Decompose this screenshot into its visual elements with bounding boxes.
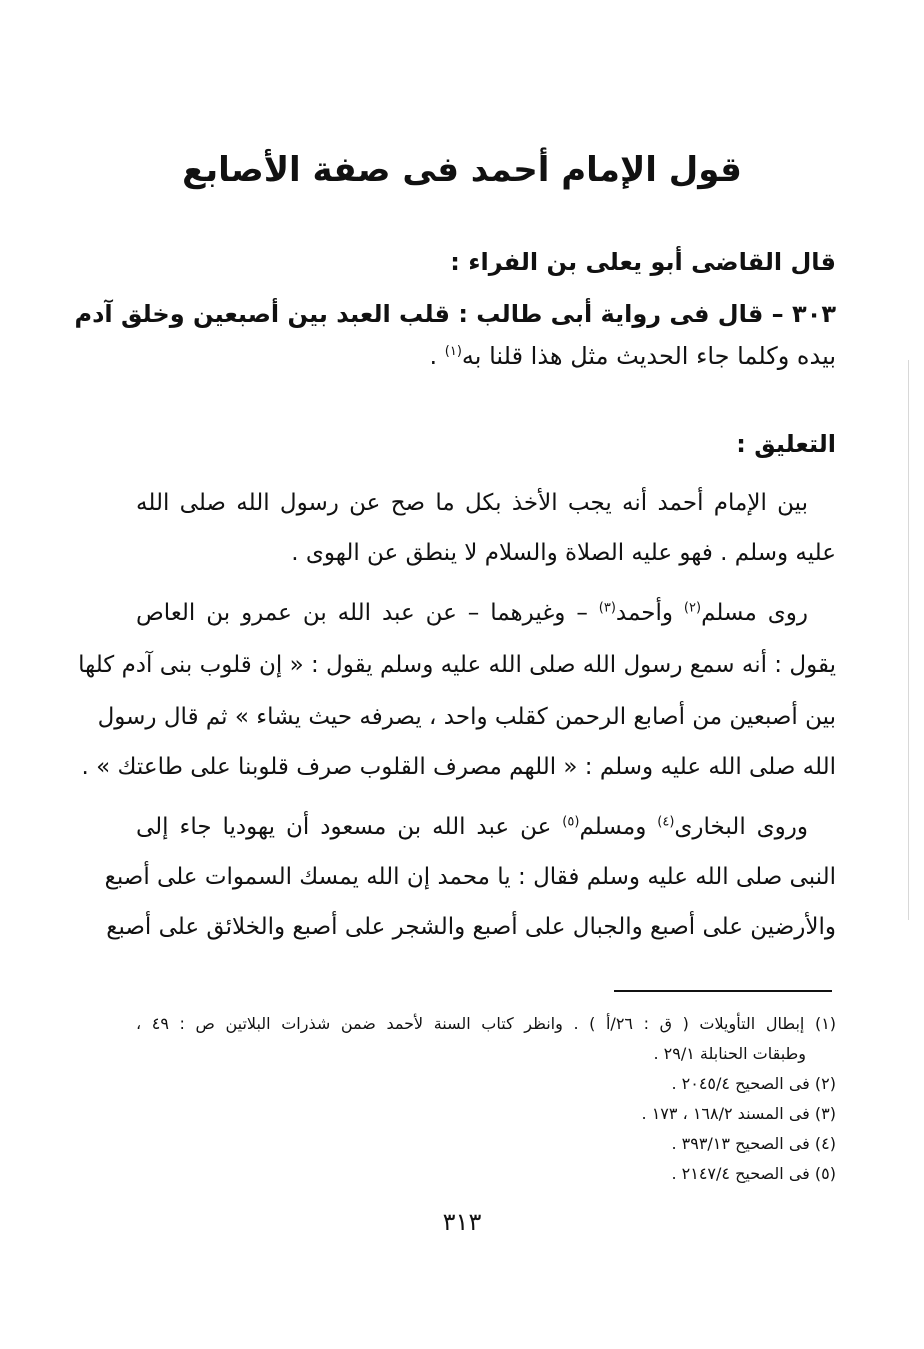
footnote: (٥) فى الصحيح ٢١٤٧/٤ . bbox=[671, 1164, 836, 1183]
paragraph-line: والأرضين على أصبع والجبال على أصبع والشجر على أصبع والخلائق على أصبع bbox=[106, 914, 836, 940]
paragraph-line: يقول : أنه سمع رسول الله صلى الله عليه وسلم يقول : « إن قلوب بنى آدم كلها bbox=[78, 652, 836, 678]
footnote-separator bbox=[614, 990, 832, 992]
footnote: (١) إبطال التأويلات ( ق : ٢٦/أ ) . وانظر كتاب السنة لأحمد ضمن شذرات البلاتين ص : ٤٩ ، bbox=[136, 1014, 837, 1033]
footnote: (٢) فى الصحيح ٢٠٤٥/٤ . bbox=[671, 1074, 836, 1093]
commentary-heading: التعليق : bbox=[736, 430, 836, 458]
text-span: – وغيرهما – عن عبد الله بن عمرو بن العاص bbox=[136, 600, 599, 626]
footnote: (٣) فى المسند ١٦٨/٢ ، ١٧٣ . bbox=[641, 1104, 836, 1123]
text-span: روى مسلم bbox=[701, 600, 808, 626]
paragraph-line: عليه وسلم . فهو عليه الصلاة والسلام لا ينطق عن الهوى . bbox=[291, 540, 836, 566]
paragraph-line bbox=[136, 600, 808, 626]
page-number: ٣١٣ bbox=[442, 1208, 482, 1236]
intro-heading: قال القاضى أبو يعلى بن الفراء : bbox=[450, 248, 836, 276]
footnote-ref: (١) bbox=[444, 344, 462, 359]
text-span: عن عبد الله بن مسعود أن يهوديا جاء إلى bbox=[136, 814, 563, 840]
footnote-ref: (٣) bbox=[598, 600, 616, 616]
page-edge-line bbox=[908, 360, 909, 920]
text-span: وروى البخارى bbox=[674, 814, 808, 840]
intro-line-2 bbox=[136, 342, 836, 370]
footnote-ref: (٢) bbox=[683, 600, 702, 616]
footnote: وطبقات الحنابلة ٢٩/١ . bbox=[653, 1044, 806, 1063]
paragraph-line: الله صلى الله عليه وسلم : « اللهم مصرف القلوب صرف قلوبنا على طاعتك » . bbox=[81, 754, 836, 780]
text-span: وأحمد bbox=[615, 600, 684, 626]
item-text: – قال فى رواية أبى طالب : قلب العبد بين أصبعين وخلق آدم bbox=[74, 300, 793, 328]
paragraph-line bbox=[136, 814, 808, 840]
page-title: قول الإمام أحمد فى صفة الأصابع bbox=[182, 150, 742, 190]
footnote: (٤) فى الصحيح ٣٩٣/١٣ . bbox=[671, 1134, 836, 1153]
paragraph-line: بين الإمام أحمد أنه يجب الأخذ بكل ما صح عن رسول الله صلى الله bbox=[136, 490, 808, 516]
text-span: ومسلم bbox=[579, 814, 658, 840]
intro-text: بيده وكلما جاء الحديث مثل هذا قلنا به bbox=[461, 342, 836, 370]
intro-line-1 bbox=[74, 300, 836, 328]
footnote-ref: (٥) bbox=[562, 814, 580, 830]
paragraph-line: بين أصبعين من أصابع الرحمن كقلب واحد ، يصرفه حيث يشاء » ثم قال رسول bbox=[97, 704, 836, 730]
paragraph-line: النبى صلى الله عليه وسلم فقال : يا محمد إن الله يمسك السموات على أصبع bbox=[104, 864, 836, 890]
footnote-ref: (٤) bbox=[657, 814, 675, 830]
item-number: ٣٠٣ bbox=[792, 300, 836, 328]
intro-end: . bbox=[429, 342, 445, 370]
